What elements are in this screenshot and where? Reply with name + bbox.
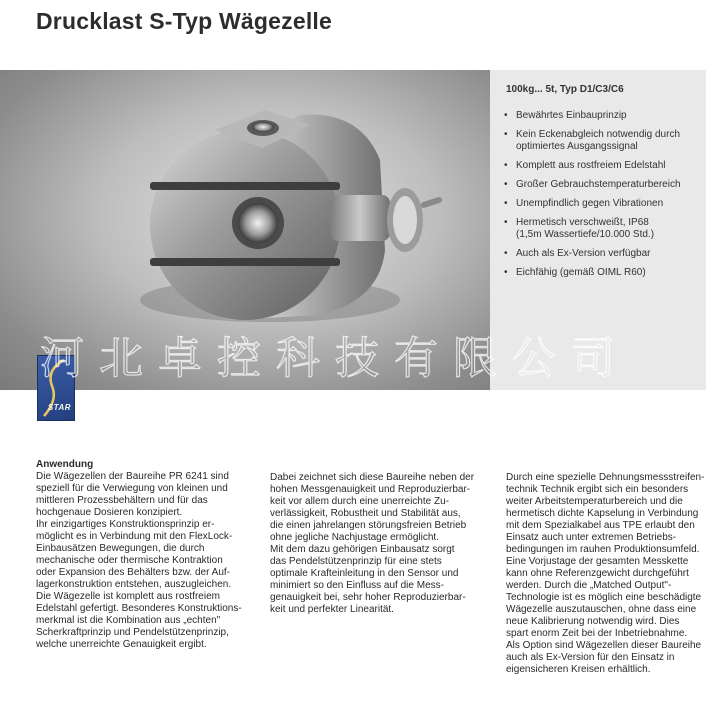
column-right — [506, 472, 706, 676]
bullet-icon: • — [504, 248, 508, 259]
spec-item — [504, 110, 704, 122]
bullet-icon: • — [504, 198, 508, 209]
section-heading: Anwendung — [36, 459, 94, 470]
spec-item — [504, 267, 704, 279]
column-text: Die Wägezellen der Baureihe PR 6241 sind speziell für die Verwiegung von kleinen und mittleren Prozessbehältern und für das hochgenaue Dosieren konzipiert. Ihr einzigartiges Konstruktionsprinzip er- möglicht es in Verbindung mit den FlexLock- Einbausätzen Bewegungen, die durch mechanische oder thermische Kontraktion oder Expansion des Behälters bzw. der Auf- lagerkonstruktion entstehen, auszugleichen. Die Wägezelle ist komplett aus rostfreiem Edelstahl gefertigt. Besonderes Konstruktions- merkmal ist die Kombination aus „echten" Scherkraftprinzip und Pendelstützenprinzip, welche unerreichte Genauigkeit ergibt. — [36, 471, 242, 650]
column-middle — [270, 472, 494, 616]
spec-item-text: Unempfindlich gegen Vibrationen — [516, 198, 664, 209]
star-swoosh-icon — [38, 356, 76, 422]
product-photo — [0, 70, 490, 412]
bullet-icon: • — [504, 217, 508, 228]
spec-item-text: Kein Eckenabgleich notwendig durch optimiertes Ausgangssignal — [516, 129, 680, 152]
spec-item — [504, 248, 704, 260]
column-application — [36, 459, 260, 651]
spec-item — [504, 160, 704, 172]
spec-item — [504, 129, 704, 153]
spec-panel — [490, 70, 706, 390]
load-cell-image — [0, 70, 490, 390]
spec-item — [504, 217, 704, 241]
star-logo — [37, 355, 75, 421]
spec-item-text: Großer Gebrauchstemperaturbereich — [516, 179, 681, 190]
spec-heading: 100kg... 5t, Typ D1/C3/C6 — [506, 84, 624, 95]
spec-item-text: Bewährtes Einbauprinzip — [516, 110, 627, 121]
spec-item-text: Komplett aus rostfreiem Edelstahl — [516, 160, 666, 171]
bullet-icon: • — [504, 110, 508, 121]
spec-item-text: Hermetisch verschweißt, IP68 (1,5m Wassertiefe/10.000 Std.) — [516, 217, 655, 240]
bullet-icon: • — [504, 160, 508, 171]
column-text: Dabei zeichnet sich diese Baureihe neben der hohen Messgenauigkeit und Reproduzierbar- keit vor allem durch eine unerreichte Zu- verlässigkeit, Robustheit und Stabilität aus, die einen jahrelangen störungsfreien Betrieb ohne jegliche Nachjustage ermöglicht. Mit dem dazu gehörigen Einbausatz sorgt das Pendelstützenprinzip für eine stets optimale Krafteinleitung in den Sensor und minimiert so den Einfluss auf die Mess- genauigkeit bei, sehr hoher Reproduzierbar- keit und perfekter Linearität. — [270, 472, 475, 615]
spec-item — [504, 179, 704, 191]
spec-item-text: Auch als Ex-Version verfügbar — [516, 248, 651, 259]
bullet-icon: • — [504, 179, 508, 190]
spec-item-text: Eichfähig (gemäß OIML R60) — [516, 267, 646, 278]
bullet-icon: • — [504, 267, 508, 278]
page-title: Drucklast S-Typ Wägezelle — [36, 8, 332, 34]
spec-list — [504, 110, 704, 286]
spec-item — [504, 198, 704, 210]
bullet-icon: • — [504, 129, 508, 140]
star-logo-text: STAR — [47, 403, 71, 412]
column-text: Durch eine spezielle Dehnungsmessstreifen- technik Technik ergibt sich ein besonders weiter Arbeitstemperaturbereich und die hermetisch dichte Kapselung in Verbindung mit dem Spezialkabel aus TPE erlaubt den Einsatz auch unter extremen Betriebs- bedingungen im rauhen Produktionsumfeld. Eine Vorjustage der gesamten Messkette kann ohne Referenzgewicht durchgeführt werden. Durch die „Matched Output"- Technologie ist es möglich eine beschädigte Wägezelle auszutauschen, ohne dass eine neue Kalibrierung notwendig wird. Dies spart enorm Zeit bei der Inbetriebnahme. Als Option sind Wägezellen dieser Baureihe auch als Ex-Version für den Einsatz in eigensicheren Kreisen erhältlich. — [506, 472, 705, 675]
